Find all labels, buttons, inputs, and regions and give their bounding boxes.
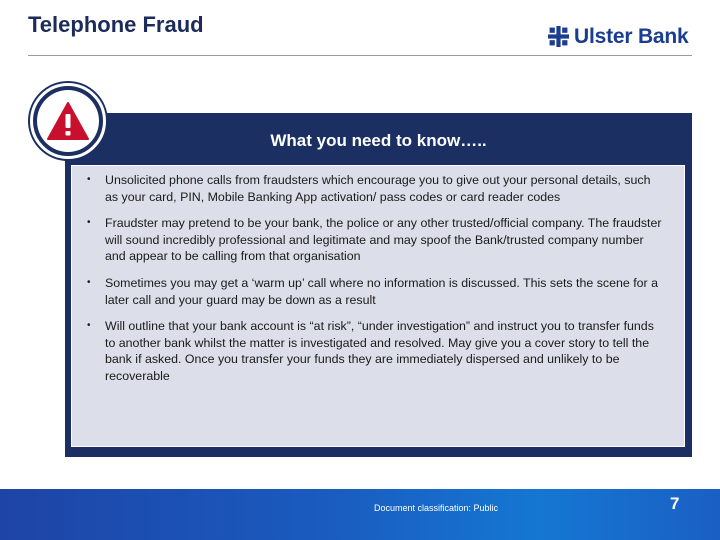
footer-bar (0, 489, 720, 540)
list-item (86, 275, 666, 308)
warning-triangle-icon (46, 101, 90, 141)
bullet-text: Sometimes you may get a ‘warm up’ call where no information is discussed. This sets the scene for a later call and your guard may be down as a result (105, 275, 659, 307)
warning-badge-inner (37, 90, 99, 152)
bullet-icon: • (87, 276, 91, 288)
ulster-bank-logo (548, 26, 689, 47)
document-classification: Document classification: Public (374, 503, 499, 513)
slide-title: Telephone Fraud (28, 12, 204, 37)
page-number: 7 (670, 494, 680, 513)
title-divider (28, 55, 692, 56)
list-item (86, 318, 666, 384)
bullet-text: Fraudster may pretend to be your bank, the police or any other trusted/official company. The fraudster will sound incredibly professional and legitimate and may spoof the Bank/trusted company number and appear to be calling from that organisation (105, 216, 662, 264)
bullet-text: Unsolicited phone calls from fraudsters which encourage you to give out your personal details, such as your card, PIN, Mobile Banking App activation/ pass codes or card reader codes (105, 173, 651, 204)
panel-heading: What you need to know….. (270, 131, 487, 150)
warning-badge (30, 83, 106, 159)
bullet-list (72, 166, 684, 385)
bullet-text: Will outline that your bank account is “at risk”, “under investigation” and instruct you to transfer funds to another bank whilst the matter is investigated and resolved. May give you a cover story to tell the bank if asked. Once you transfer your funds they are immediately dispersed and unlikely to be recoverable (105, 319, 654, 383)
bullet-icon: • (87, 174, 91, 185)
panel-body (71, 165, 685, 447)
list-item (86, 215, 666, 265)
logo-mark-icon (548, 26, 569, 47)
bullet-icon: • (87, 217, 91, 229)
bullet-icon: • (87, 320, 91, 332)
logo-text: Ulster Bank (574, 25, 689, 48)
list-item (86, 172, 666, 205)
info-panel (65, 113, 692, 457)
